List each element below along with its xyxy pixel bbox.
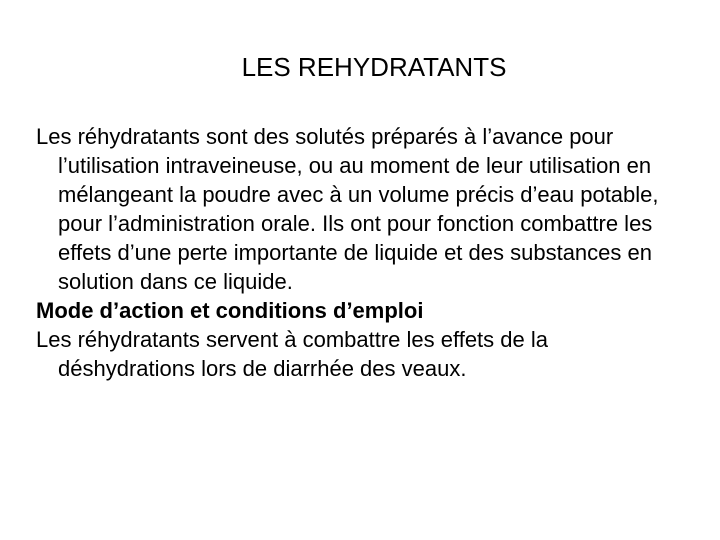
paragraph-intro: Les réhydratants sont des solutés préparés à l’avance pour l’utilisation intraveineuse, ou au moment de leur utilisation en mélangeant la poudre avec à un volume précis d’eau potable, pour l’administration orale. Ils ont pour fonction combattre les effets d’une perte importante de liquide et des substances en solution dans ce liquide.	[36, 124, 659, 294]
slide-body	[36, 122, 676, 383]
slide-title: LES REHYDRATANTS	[241, 52, 507, 82]
section-heading: Mode d’action et conditions d’emploi	[36, 298, 424, 323]
paragraph-usage: Les réhydratants servent à combattre les effets de la déshydrations lors de diarrhée des veaux.	[36, 327, 548, 381]
